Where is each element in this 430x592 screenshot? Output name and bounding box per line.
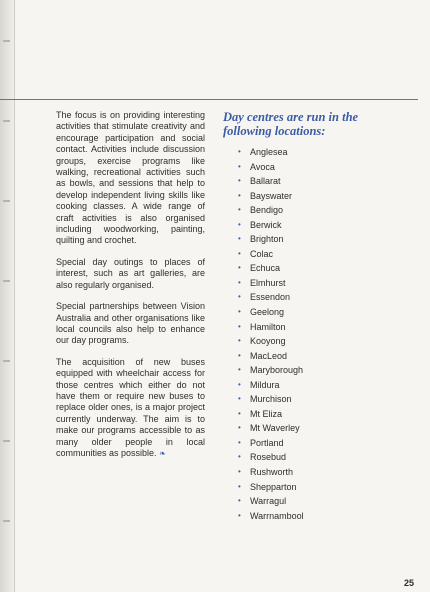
binding-hole — [3, 520, 10, 522]
top-divider — [0, 99, 418, 100]
binding-hole — [3, 280, 10, 282]
binding-hole — [3, 40, 10, 42]
location-item: • Ballarat — [223, 174, 393, 189]
location-item: • Warragul — [223, 494, 393, 509]
location-item: • Brighton — [223, 232, 393, 247]
locations-list — [223, 145, 393, 523]
locations-column — [223, 110, 393, 523]
location-item: • Rosebud — [223, 450, 393, 465]
location-item: • Warrnambool — [223, 509, 393, 524]
location-item: • Murchison — [223, 392, 393, 407]
location-item: • Kooyong — [223, 334, 393, 349]
paragraph-activities: The focus is on providing interesting activities that stimulate creativity and encourage participation and social contact. Activities include discussion groups, exercise programs like walking, recreational activities such as bowls, and sessions that help to develop independent living skills like cooking classes. A wide range of craft activities is also organised including woodworking, painting, quilting and crochet. — [56, 110, 205, 246]
location-item: • Mt Eliza — [223, 407, 393, 422]
page-number: 25 — [404, 578, 415, 588]
binding-hole — [3, 120, 10, 122]
location-item: • Portland — [223, 436, 393, 451]
paragraph-partnerships: Special partnerships between Vision Australia and other organisations like local councils also help to enhance our day programs. — [56, 301, 205, 346]
location-item: • Geelong — [223, 305, 393, 320]
binding-hole — [3, 440, 10, 442]
location-item: • MacLeod — [223, 349, 393, 364]
location-item: • Shepparton — [223, 480, 393, 495]
location-item: • Echuca — [223, 261, 393, 276]
binding-hole — [3, 360, 10, 362]
location-item: • Maryborough — [223, 363, 393, 378]
location-item: • Rushworth — [223, 465, 393, 480]
binding-hole — [3, 200, 10, 202]
location-item: • Berwick — [223, 218, 393, 233]
location-item: • Mildura — [223, 378, 393, 393]
paragraph-buses-text: The acquisition of new buses equipped with wheelchair access for those centres which either do not have them or require new buses to replace older ones, is a major project currently underway. The aim is to make our programs accessible to as many older people in local communities as possible. — [56, 356, 205, 458]
body-text-column — [56, 110, 205, 469]
location-item: • Mt Waverley — [223, 421, 393, 436]
location-item: • Essendon — [223, 290, 393, 305]
paragraph-buses — [56, 357, 205, 460]
end-mark-icon: ❧ — [159, 448, 166, 458]
location-item: • Hamilton — [223, 320, 393, 335]
paragraph-outings: Special day outings to places of interest, such as art galleries, are also regularly organised. — [56, 256, 205, 290]
location-item: • Anglesea — [223, 145, 393, 160]
location-item: • Colac — [223, 247, 393, 262]
location-item: • Bayswater — [223, 189, 393, 204]
location-item: • Elmhurst — [223, 276, 393, 291]
location-item: • Bendigo — [223, 203, 393, 218]
binding-edge — [0, 0, 15, 592]
location-item: • Avoca — [223, 160, 393, 175]
locations-heading: Day centres are run in the following locations: — [223, 110, 359, 138]
